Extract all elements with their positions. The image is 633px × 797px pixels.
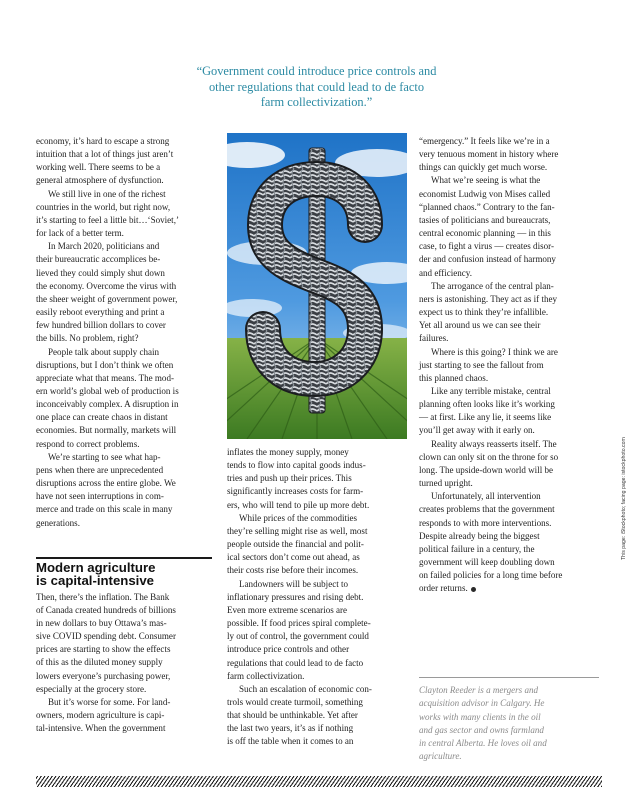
text-line: appreciate what that means. The mod- bbox=[36, 372, 174, 383]
text-line: planning often looks like it’s working bbox=[419, 399, 555, 410]
text-line: Such an escalation of economic con- bbox=[239, 683, 372, 694]
text-line: ical sectors don’t come out ahead, as bbox=[227, 552, 360, 563]
text-line: Like any terrible mistake, central bbox=[431, 385, 551, 396]
text-line: easily reboot everything and print a bbox=[36, 307, 165, 318]
text-line: countries in the world, but right now, bbox=[36, 201, 171, 212]
text-line: “emergency.” It feels like we’re in a bbox=[419, 136, 550, 146]
text-line: they’re selling might rise as well, most bbox=[227, 525, 368, 536]
end-mark-icon bbox=[471, 587, 476, 592]
text-line: the economy. Overcome the virus with bbox=[36, 280, 177, 291]
bio-line: works with many clients in the oil bbox=[419, 711, 541, 722]
text-line: sive COVID spending debt. Consumer bbox=[36, 631, 176, 642]
subhead-line: is capital-intensive bbox=[36, 573, 154, 589]
text-line: working well. There seems to be a bbox=[36, 162, 161, 173]
text-line: people outside the financial and polit- bbox=[227, 539, 364, 550]
text-line: clown can only sit on the throne for so bbox=[419, 451, 559, 462]
photo-credit: This page: iStockphoto; facing page: istockphoto.com bbox=[621, 437, 627, 560]
text-line: things can quickly get much worse. bbox=[419, 162, 548, 173]
bio-line: acquisition advisor in Calgary. He bbox=[419, 698, 545, 709]
dollar-sign-photo bbox=[227, 133, 407, 439]
paragraph bbox=[419, 346, 599, 385]
paragraph bbox=[36, 591, 216, 696]
text-line: significantly increases costs for farm- bbox=[227, 486, 364, 497]
text-line: We’re starting to see what hap- bbox=[48, 451, 161, 462]
text-line: for lack of a better term. bbox=[36, 228, 124, 239]
text-line: farm collectivization. bbox=[227, 670, 305, 681]
text-line: lowers everyone’s purchasing power, bbox=[36, 670, 171, 681]
text-line: regulations that could lead to de facto bbox=[227, 657, 364, 668]
text-line: tal-intensive. When the government bbox=[36, 723, 166, 734]
bio-line: agriculture. bbox=[419, 751, 462, 762]
text-line: especially at the grocery store. bbox=[36, 683, 147, 694]
text-line: the bills. No problem, right? bbox=[36, 333, 139, 344]
text-line: Despite already being the biggest bbox=[419, 530, 540, 541]
text-line: their bureaucratic accomplices be- bbox=[36, 254, 161, 265]
text-line: Yet all around us we can see their bbox=[419, 320, 541, 331]
text-line: merce and trade on this scale in many bbox=[36, 504, 173, 515]
article-column-3 bbox=[419, 135, 599, 595]
text-line: government will keep doubling down bbox=[419, 557, 555, 567]
text-line: case, to fight a virus — creates disor- bbox=[419, 241, 554, 252]
text-line: economist Ludwig von Mises called bbox=[419, 188, 551, 199]
text-line: While prices of the commodities bbox=[239, 512, 358, 523]
text-line: inconceivably complex. A disruption in bbox=[36, 399, 179, 410]
text-line: introduce price controls and other bbox=[227, 644, 350, 655]
text-line: possible. If food prices spiral complete- bbox=[227, 618, 371, 629]
paragraph-final bbox=[419, 490, 599, 595]
text-line: turned upright. bbox=[419, 478, 473, 489]
text-line: central economic planning — in this bbox=[419, 228, 551, 239]
paragraph bbox=[227, 683, 407, 749]
paragraph bbox=[36, 451, 216, 530]
pull-quote-line: other regulations that could lead to de facto bbox=[208, 79, 425, 94]
paragraph bbox=[36, 240, 216, 345]
text-line: We still live in one of the richest bbox=[48, 188, 166, 199]
pull-quote-line: farm collectivization.” bbox=[260, 95, 373, 109]
text-line: Unfortunately, all intervention bbox=[431, 491, 541, 502]
bio-line: and gas sector and owns farmland bbox=[419, 724, 544, 735]
text-line: economy, it’s hard to escape a strong bbox=[36, 136, 170, 146]
text-line: political failure in a century, the bbox=[419, 543, 535, 554]
text-line: ly out of control, the government could bbox=[227, 631, 369, 642]
paragraph bbox=[227, 512, 407, 578]
text-line: lieved they could simply shut down bbox=[36, 267, 165, 278]
text-line: general atmosphere of dysfunction. bbox=[36, 175, 164, 186]
text-line: tends to flow into capital goods indus- bbox=[227, 460, 366, 471]
paragraph bbox=[419, 438, 599, 491]
paragraph bbox=[36, 135, 216, 188]
text-line: What we’re seeing is what the bbox=[431, 175, 541, 186]
bio-line: Clayton Reeder is a mergers and bbox=[419, 685, 539, 695]
footer-hatch-bar bbox=[36, 776, 602, 787]
text-line: Even more extreme scenarios are bbox=[227, 604, 348, 615]
paragraph bbox=[227, 578, 407, 683]
text-line: have not seen interruptions in com- bbox=[36, 491, 164, 502]
text-line: their costs rise before their incomes. bbox=[227, 565, 359, 576]
text-line: disruptions across the entire globe. We bbox=[36, 478, 176, 489]
text-line: “planned chaos.” Contrary to the fan- bbox=[419, 201, 555, 212]
text-line: Landowners will be subject to bbox=[239, 578, 349, 589]
text-line: creates problems that the government bbox=[419, 504, 555, 515]
author-bio bbox=[419, 677, 599, 764]
paragraph bbox=[227, 446, 407, 512]
text-line: of this as the diluted money supply bbox=[36, 657, 163, 668]
text-line: order returns. bbox=[419, 583, 468, 594]
text-line: Reality always reasserts itself. The bbox=[431, 438, 557, 449]
text-line: and efficiency. bbox=[419, 267, 472, 278]
text-line: owners, modern agriculture is capi- bbox=[36, 710, 165, 721]
text-line: ners is astonishing. They act as if they bbox=[419, 293, 558, 304]
paragraph bbox=[419, 385, 599, 438]
text-line: Then, there’s the inflation. The Bank bbox=[36, 591, 170, 602]
text-line: ern world’s global web of production is bbox=[36, 385, 179, 396]
text-line: just starting to see the fallout from bbox=[419, 359, 544, 370]
text-line: pens when there are unprecedented bbox=[36, 464, 164, 475]
text-line: intuition that a lot of things just aren’t bbox=[36, 149, 174, 160]
dollar-sign-sculpture-icon bbox=[227, 133, 407, 439]
paragraph bbox=[36, 188, 216, 241]
text-line: — at first. Like any lie, it seems like bbox=[419, 412, 552, 423]
text-line: one place can create chaos in distant bbox=[36, 412, 168, 423]
text-line: the sheer weight of government power, bbox=[36, 293, 178, 304]
text-line: you’ll get away with it early on. bbox=[419, 425, 535, 436]
pull-quote-line: “Government could introduce price controls and bbox=[196, 64, 437, 78]
text-line: in new dollars to buy Ottawa’s mas- bbox=[36, 618, 167, 628]
text-line: economies. But normally, markets will bbox=[36, 425, 177, 436]
pull-quote bbox=[150, 64, 483, 111]
paragraph bbox=[419, 174, 599, 279]
article-column-1 bbox=[36, 135, 216, 735]
text-line: inflates the money supply, money bbox=[227, 447, 349, 457]
text-line: tasies of politicians and bureaucrats, bbox=[419, 214, 551, 225]
section-subhead bbox=[36, 557, 212, 588]
text-line: it’s starting to feel a little bit…‘Soviet,’ bbox=[36, 214, 179, 225]
text-line: In March 2020, politicians and bbox=[48, 241, 160, 252]
text-line: der and confusion instead of harmony bbox=[419, 254, 556, 265]
paragraph bbox=[36, 696, 216, 735]
text-line: that should be unthinkable. Yet after bbox=[227, 710, 358, 721]
paragraph bbox=[419, 135, 599, 174]
text-line: inflationary pressures and rising debt. bbox=[227, 591, 364, 602]
article-column-2 bbox=[227, 446, 407, 749]
text-line: But it’s worse for some. For land- bbox=[48, 696, 171, 707]
text-line: is off the table when it comes to an bbox=[227, 736, 354, 747]
text-line: Where is this going? I think we are bbox=[431, 346, 558, 357]
text-line: prices are starting to show the effects bbox=[36, 644, 171, 655]
text-line: tries and push up their prices. This bbox=[227, 473, 352, 484]
text-line: respond to correct problems. bbox=[36, 438, 140, 449]
text-line: long. The upside-down world will be bbox=[419, 464, 554, 475]
paragraph bbox=[36, 346, 216, 451]
text-line: expect us to think they’re infallible. bbox=[419, 307, 549, 318]
text-line: responds to with more interventions. bbox=[419, 517, 552, 528]
text-line: People talk about supply chain bbox=[48, 346, 160, 357]
text-line: few hundred billion dollars to cover bbox=[36, 320, 166, 331]
text-line: generations. bbox=[36, 517, 80, 528]
text-line: on failed policies for a long time before bbox=[419, 570, 563, 581]
text-line: the last two years, it’s as if nothing bbox=[227, 723, 354, 734]
text-line: ers, who will tend to pile up more debt. bbox=[227, 499, 370, 510]
text-line: The arrogance of the central plan- bbox=[431, 280, 554, 291]
text-line: this planned chaos. bbox=[419, 372, 489, 383]
paragraph bbox=[419, 280, 599, 346]
text-line: of Canada created hundreds of billions bbox=[36, 604, 176, 615]
text-line: trols would create turmoil, something bbox=[227, 696, 363, 707]
bio-line: in central Alberta. He loves oil and bbox=[419, 738, 547, 749]
text-line: failures. bbox=[419, 333, 449, 344]
text-line: disruptions, but I don’t think we often bbox=[36, 359, 174, 370]
text-line: very tenuous moment in history where bbox=[419, 149, 559, 160]
subhead-line: Modern agriculture bbox=[36, 559, 156, 575]
